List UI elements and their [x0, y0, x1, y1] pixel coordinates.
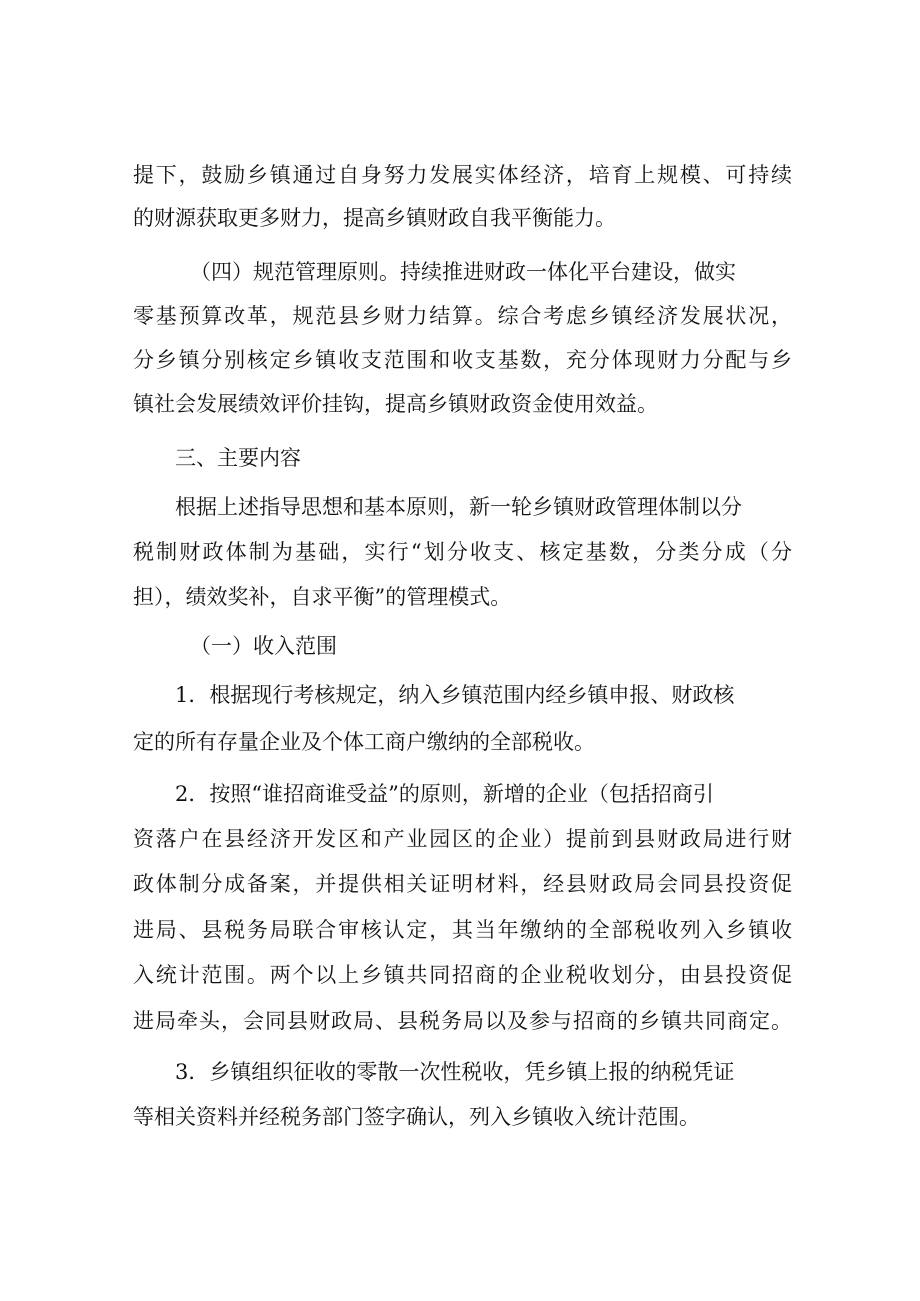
list-item-3: 3．乡镇组织征收的零散一次性税收，凭乡镇上报的纳税凭证: [175, 1060, 735, 1084]
text-line: 定的所有存量企业及个体工商户缴纳的全部税收。: [133, 730, 595, 754]
subsection-heading-income-scope: （一）收入范围: [190, 634, 337, 658]
list-item-1: 1．根据现行考核规定，纳入乡镇范围内经乡镇申报、财政核: [175, 683, 735, 707]
list-item-2: 2．按照“谁招商谁受益”的原则，新增的企业（包括招商引: [175, 782, 714, 806]
text-line: 镇社会发展绩效评价挂钩，提高乡镇财政资金使用效益。: [133, 392, 658, 416]
text-line: 进局、县税务局联合审核认定，其当年缴纳的全部税收列入乡镇收: [133, 918, 794, 942]
text-line: 资落户在县经济开发区和产业园区的企业）提前到县财政局进行财: [133, 827, 794, 851]
text-line: 政体制分成备案，并提供相关证明材料，经县财政局会同县投资促: [133, 872, 794, 896]
text-line: 零基预算改革，规范县乡财力结算。综合考虑乡镇经济发展状况，: [133, 304, 794, 328]
text-line: 入统计范围。两个以上乡镇共同招商的企业税收划分，由县投资促: [133, 963, 794, 987]
text-line: 分乡镇分别核定乡镇收支范围和收支基数，充分体现财力分配与乡: [133, 348, 794, 372]
section-heading-main-content: 三、主要内容: [175, 446, 301, 470]
text-line: 提下，鼓励乡镇通过自身努力发展实体经济，培育上规模、可持续: [133, 163, 794, 187]
text-line: 的财源获取更多财力，提高乡镇财政自我平衡能力。: [133, 206, 616, 230]
text-line: 等相关资料并经税务部门签字确认，列入乡镇收入统计范围。: [133, 1105, 700, 1129]
text-line: 税制财政体制为基础，实行“划分收支、核定基数，分类分成（分: [133, 540, 795, 564]
text-line: 根据上述指导思想和基本原则，新一轮乡镇财政管理体制以分: [175, 495, 742, 519]
text-line: 进局牵头，会同县财政局、县税务局以及参与招商的乡镇共同商定。: [133, 1009, 793, 1033]
text-line: 担），绩效奖补，自求平衡”的管理模式。: [133, 585, 512, 609]
section-heading-principle-4: （四）规范管理原则。持续推进财政一体化平台建设，做实: [190, 260, 736, 284]
